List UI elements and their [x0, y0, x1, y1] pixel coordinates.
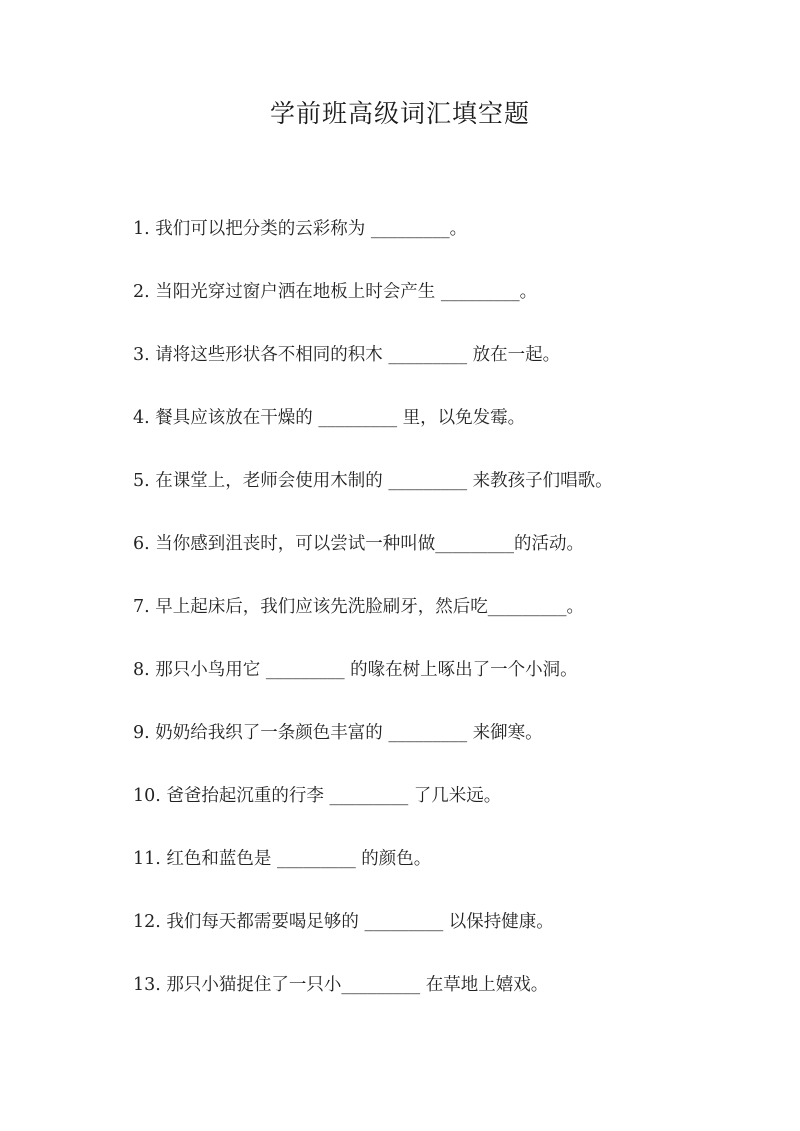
question-item: 9. 奶奶给我织了一条颜色丰富的 _________ 来御寒。	[133, 723, 543, 743]
question-item: 1. 我们可以把分类的云彩称为 _________。	[133, 219, 468, 239]
question-item: 4. 餐具应该放在干燥的 _________ 里，以免发霉。	[133, 408, 526, 428]
question-item: 13. 那只小猫捉住了一只小_________ 在草地上嬉戏。	[133, 975, 549, 995]
question-item: 11. 红色和蓝色是 _________ 的颜色。	[133, 849, 432, 869]
question-item: 6. 当你感到沮丧时，可以尝试一种叫做_________的活动。	[133, 534, 585, 554]
question-item: 7. 早上起床后，我们应该先洗脸刷牙，然后吃_________。	[133, 597, 585, 617]
question-item: 3. 请将这些形状各不相同的积木 _________ 放在一起。	[133, 345, 561, 365]
question-item: 5. 在课堂上，老师会使用木制的 _________ 来教孩子们唱歌。	[133, 471, 613, 491]
question-item: 10. 爸爸抬起沉重的行李 _________ 了几米远。	[133, 786, 502, 806]
page-title: 学前班高级词汇填空题	[269, 99, 530, 128]
question-list	[133, 216, 740, 1035]
question-item: 12. 我们每天都需要喝足够的 _________ 以保持健康。	[133, 912, 554, 932]
question-item: 2. 当阳光穿过窗户洒在地板上时会产生 _________。	[133, 282, 538, 302]
question-item: 8. 那只小鸟用它 _________ 的喙在树上啄出了一个小洞。	[133, 660, 578, 680]
